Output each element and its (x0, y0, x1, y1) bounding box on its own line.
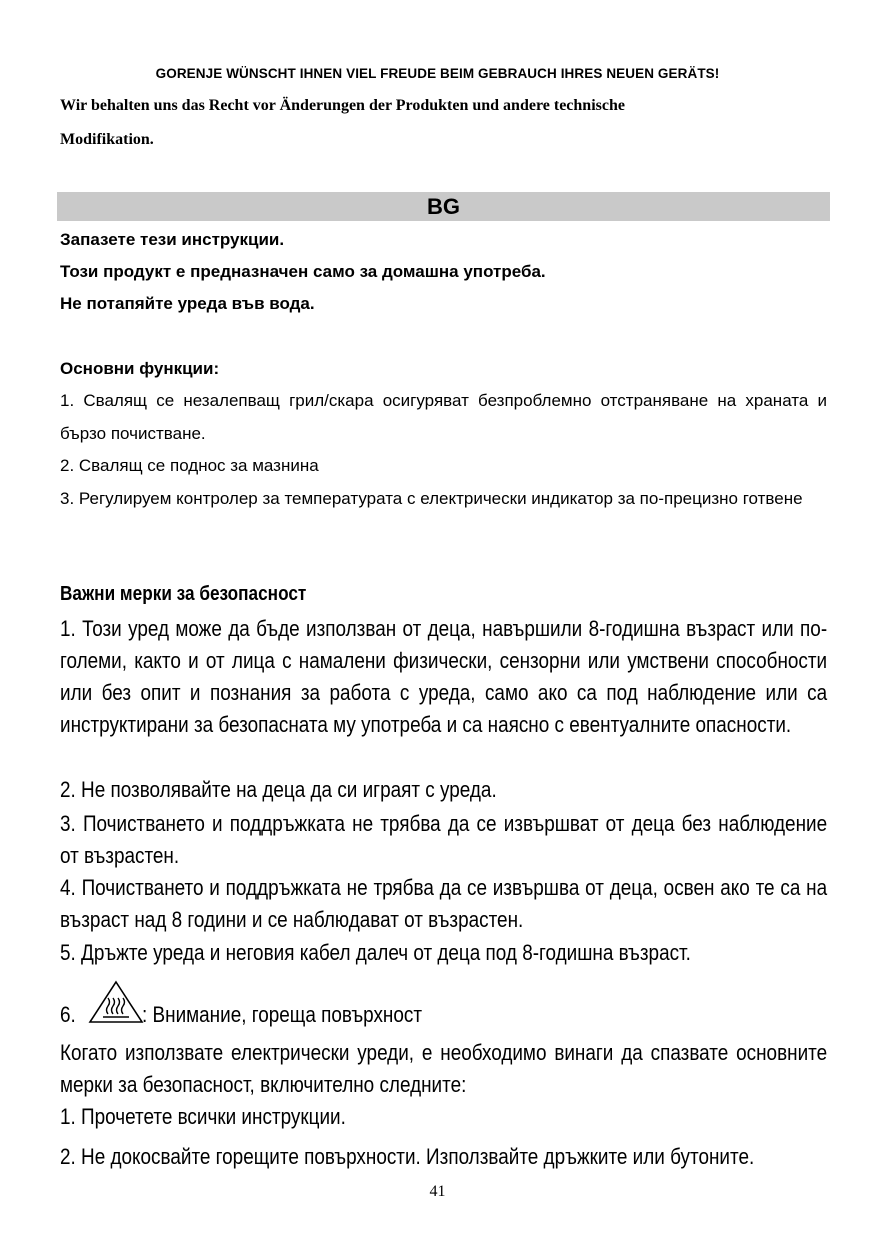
function-item-2: 2. Свалящ се поднос за мазнина (60, 456, 319, 475)
functions-title: Основни функции: (60, 359, 220, 378)
gorenje-slogan: GORENJE WÜNSCHT IHNEN VIEL FREUDE BEIM GEBRAUCH IHRES NEUEN GERÄTS! (155, 66, 720, 81)
safety-general: Когато използвате електрически уреди, е необходимо винаги да спазвате основните мерки за безопасност, включително следните: (60, 1040, 828, 1097)
intro-line-2: Този продукт е предназначен само за домашна употреба. (60, 262, 546, 281)
safety-step-1: 1. Прочетете всички инструкции. (60, 1104, 346, 1129)
function-item-3: 3. Регулируем контролер за температурата с електрически индикатор за по-прецизно готвене (60, 489, 803, 508)
safety-title: Важни мерки за безопасност (60, 583, 307, 605)
intro-line-1: Запазете тези инструкции. (60, 230, 285, 249)
language-section-bar: BG (57, 192, 830, 221)
safety-item-2: 2. Не позволявайте на деца да си играят с уреда. (60, 777, 497, 802)
warning-number: 6. (60, 1002, 76, 1027)
page-number: 41 (429, 1183, 446, 1200)
intro-line-3: Не потапяйте уреда във вода. (60, 294, 315, 313)
safety-item-1: 1. Този уред може да бъде използван от деца, навършили 8-годишна възраст или по-големи, както и от лица с намалени физически, сензорни или умствени способности или без опит и познания за работа с уреда, само ако са под наблюдение или са инструктирани за безопасната му употреба и са наясно с евентуалните опасности. (60, 616, 828, 737)
rights-notice-line-2: Modifikation. (60, 131, 154, 148)
safety-item-3: 3. Почистването и поддръжката не трябва да се извършват от деца без наблюдение от възрастен. (60, 811, 828, 868)
function-item-1: 1. Свалящ се незалепващ грил/скара осигуряват безпроблемно отстраняване на храната и бързо почистване. (60, 391, 827, 443)
safety-item-4: 4. Почистването и поддръжката не трябва да се извършва от деца, освен ако те са на възраст над 8 години и се наблюдават от възрастен. (60, 875, 828, 932)
safety-item-5: 5. Дръжте уреда и неговия кабел далеч от деца под 8-годишна възраст. (60, 940, 691, 965)
hot-surface-icon (88, 980, 144, 1024)
rights-notice-line-1: Wir behalten uns das Recht vor Änderungen der Produkten und andere technische (60, 97, 625, 114)
warning-text: : Внимание, гореща повърхност (142, 1002, 423, 1027)
safety-step-2: 2. Не докосвайте горещите повърхности. Използвайте дръжките или бутоните. (60, 1144, 755, 1169)
